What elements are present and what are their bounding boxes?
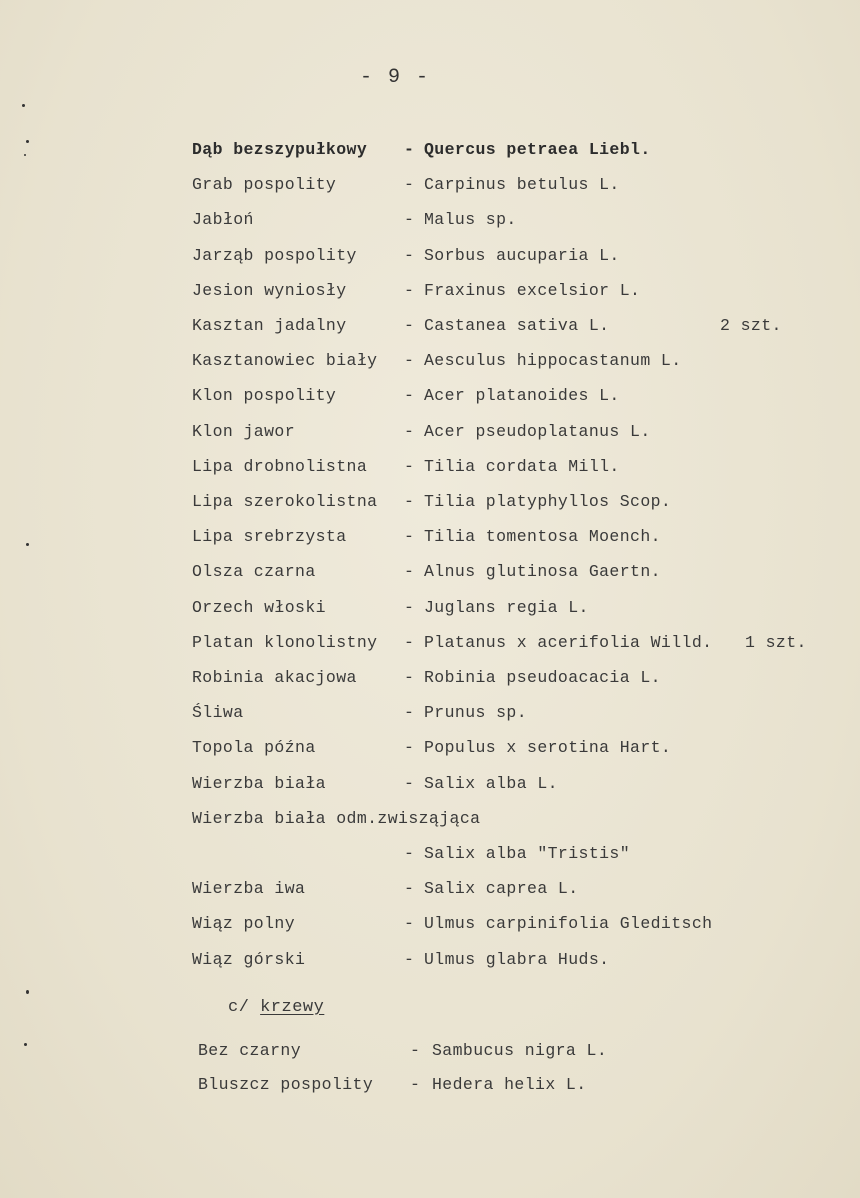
latin-name: Alnus glutinosa Gaertn. <box>424 562 661 582</box>
polish-name: Jarząb pospolity <box>192 245 357 265</box>
latin-name: Quercus petraea Liebl. <box>424 140 651 159</box>
latin-name: Tilia platyphyllos Scop. <box>424 492 672 511</box>
dash-separator: - <box>404 492 415 511</box>
latin-name: Hedera helix L. <box>432 1075 587 1094</box>
polish-name: Orzech włoski <box>192 597 326 617</box>
polish-name: Wiąz górski <box>192 949 306 969</box>
polish-name: Klon jawor <box>192 421 296 441</box>
dash-separator: - <box>404 210 415 230</box>
latin-name: Ulmus glabra Huds. <box>424 949 610 969</box>
polish-name: Platan klonolistny <box>192 632 378 652</box>
dash-separator: - <box>404 456 415 476</box>
latin-name: Robinia pseudoacacia L. <box>424 668 661 687</box>
latin-name: Carpinus betulus L. <box>424 175 620 195</box>
latin-name: Fraxinus excelsior L. <box>424 280 641 300</box>
polish-name: Robinia akacjowa <box>192 668 357 687</box>
latin-name: Ulmus carpinifolia Gleditsch <box>424 914 713 934</box>
latin-name: Aesculus hippocastanum L. <box>424 351 682 371</box>
latin-name: Acer pseudoplatanus L. <box>424 421 651 441</box>
scan-speck <box>26 990 29 994</box>
latin-name: Prunus sp. <box>424 703 528 723</box>
latin-name: Juglans regia L. <box>424 597 589 617</box>
dash-separator: - <box>404 632 415 652</box>
polish-name: Dąb bezszypułkowy <box>192 140 368 159</box>
scan-speck <box>22 104 25 107</box>
polish-name: Bluszcz pospolity <box>198 1075 374 1094</box>
latin-name: Salix alba L. <box>424 773 558 793</box>
polish-name: Wiąz polny <box>192 914 296 934</box>
dash-separator: - <box>404 386 415 406</box>
dash-separator: - <box>404 597 415 617</box>
page-number: - 9 - <box>360 66 431 89</box>
latin-name: Populus x serotina Hart. <box>424 738 672 758</box>
dash-separator: - <box>404 738 415 758</box>
dash-separator: - <box>404 280 415 300</box>
polish-name: Lipa srebrzysta <box>192 527 347 547</box>
polish-name: Wierzba biała odm.zwisząjąca <box>192 808 481 828</box>
dash-separator: - <box>404 703 415 723</box>
dash-separator: - <box>404 773 415 793</box>
latin-name: Platanus x acerifolia Willd. <box>424 632 713 652</box>
latin-name: Sorbus aucuparia L. <box>424 245 620 265</box>
polish-name: Kasztanowiec biały <box>192 351 378 371</box>
polish-name: Klon pospolity <box>192 386 337 406</box>
dash-separator: - <box>404 668 415 687</box>
dash-separator: - <box>404 844 415 863</box>
latin-name: Malus sp. <box>424 210 517 230</box>
quantity: 2 szt. <box>720 316 782 335</box>
polish-name: Lipa drobnolistna <box>192 456 368 476</box>
latin-name: Castanea sativa L. <box>424 316 610 335</box>
polish-name: Lipa szerokolistna <box>192 492 378 511</box>
polish-name: Olsza czarna <box>192 562 316 582</box>
dash-separator: - <box>404 140 415 159</box>
dash-separator: - <box>410 1041 421 1060</box>
dash-separator: - <box>410 1075 421 1094</box>
section-prefix: c/ <box>228 998 250 1017</box>
dash-separator: - <box>404 562 415 582</box>
dash-separator: - <box>404 949 415 969</box>
polish-name: Jabłoń <box>192 210 254 230</box>
scan-speck <box>26 543 29 546</box>
polish-name: Kasztan jadalny <box>192 316 347 335</box>
dash-separator: - <box>404 245 415 265</box>
polish-name: Topola późna <box>192 738 316 758</box>
dash-separator: - <box>404 316 415 335</box>
latin-name: Acer platanoides L. <box>424 386 620 406</box>
polish-name: Jesion wyniosły <box>192 280 347 300</box>
dash-separator: - <box>404 421 415 441</box>
polish-name: Wierzba iwa <box>192 879 306 899</box>
section-title: krzewy <box>260 998 325 1017</box>
latin-name: Salix alba "Tristis" <box>424 844 631 863</box>
latin-name: Tilia cordata Mill. <box>424 456 620 476</box>
dash-separator: - <box>404 914 415 934</box>
scan-speck <box>26 140 29 143</box>
dash-separator: - <box>404 175 415 195</box>
polish-name: Grab pospolity <box>192 175 337 195</box>
scan-speck <box>24 154 26 156</box>
polish-name: Bez czarny <box>198 1041 302 1060</box>
latin-name: Sambucus nigra L. <box>432 1041 608 1060</box>
polish-name: Śliwa <box>192 703 244 723</box>
section-heading <box>228 998 324 1017</box>
scan-speck <box>24 1043 27 1046</box>
dash-separator: - <box>404 351 415 371</box>
latin-name: Salix caprea L. <box>424 879 579 899</box>
polish-name: Wierzba biała <box>192 773 326 793</box>
quantity: 1 szt. <box>745 632 807 652</box>
dash-separator: - <box>404 879 415 899</box>
latin-name: Tilia tomentosa Moench. <box>424 527 661 547</box>
dash-separator: - <box>404 527 415 547</box>
